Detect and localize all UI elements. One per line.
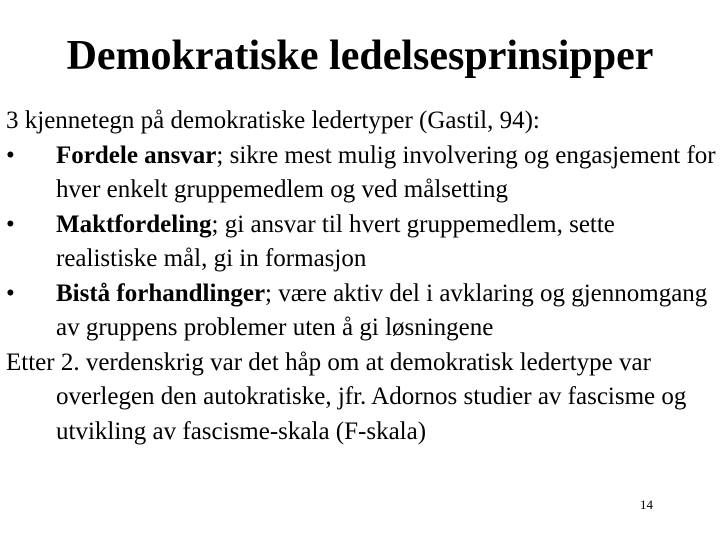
slide-body xyxy=(6,104,718,449)
bullet-term: Bistå forhandlinger xyxy=(56,279,266,307)
bullet-icon: • xyxy=(6,141,15,169)
bullet-item-2 xyxy=(6,208,718,277)
bullet-term: Maktfordeling xyxy=(56,210,212,238)
bullet-icon: • xyxy=(6,279,15,307)
bullet-term: Fordele ansvar xyxy=(56,141,217,169)
page-number: 14 xyxy=(640,497,653,512)
bullet-text: ; sikre mest mulig involvering og engasjement for hver enkelt gruppemedlem og ved målsetting xyxy=(56,141,716,203)
bullet-icon: • xyxy=(6,210,15,238)
closing-text: Etter 2. verdenskrig var det håp om at demokratisk ledertype var overlegen den autokratiske, jfr. Adornos studier av fascisme og utvikling av fascisme-skala (F-skala) xyxy=(6,348,687,445)
bullet-item-1 xyxy=(6,139,718,208)
slide-title: Demokratiske ledelsesprinsipper xyxy=(66,33,654,79)
intro-text: 3 kjennetegn på demokratiske ledertyper (Gastil, 94): xyxy=(6,107,540,134)
bullet-text: ; være aktiv del i avklaring og gjennomgang av gruppens problemer uten å gi løsningene xyxy=(56,279,708,341)
bullet-text: ; gi ansvar til hvert gruppemedlem, sette realistiske mål, gi in formasjon xyxy=(56,210,615,272)
bullet-item-3 xyxy=(6,277,718,346)
